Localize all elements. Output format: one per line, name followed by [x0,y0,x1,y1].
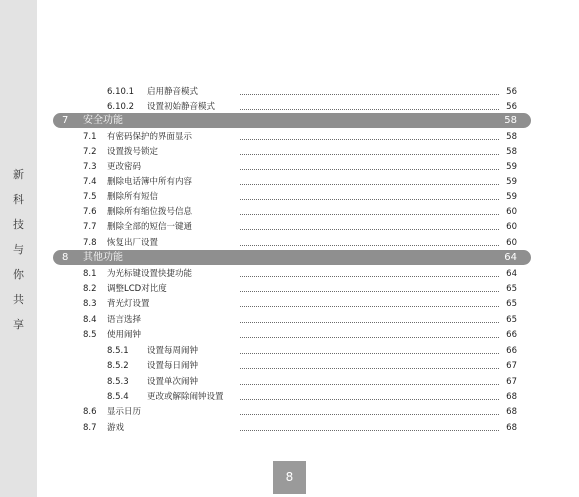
side-char: 共 [13,293,24,306]
toc-entry-title: 游戏 [107,423,125,433]
side-char: 技 [13,218,24,231]
dot-leader [240,276,499,277]
toc-entry-number: 8.7 [83,423,97,433]
toc-entry[interactable] [0,390,579,404]
toc-entry-number: 6.10.1 [107,87,135,97]
toc-entry-page: 58 [506,132,517,142]
dot-leader [240,322,499,323]
dot-leader [240,368,499,369]
toc-entry-title: 删除全部的短信一键通 [107,222,193,232]
dot-leader [240,353,499,354]
toc-entry[interactable] [0,236,579,250]
dot-leader [240,245,499,246]
toc-entry[interactable] [0,85,579,99]
toc-entry-page: 66 [506,346,517,356]
toc-entry-page: 60 [506,238,517,248]
toc-entry[interactable] [0,375,579,389]
toc-entry-number: 8.5.4 [107,392,129,402]
toc-entry-page: 65 [506,284,517,294]
toc-entry-number: 8.3 [83,299,97,309]
toc-entry-title: 更改密码 [107,162,142,172]
toc-entry[interactable] [0,282,579,296]
toc-entry[interactable] [0,100,579,114]
toc-entry-number: 7.2 [83,147,97,157]
side-char: 你 [13,268,24,281]
toc-entry-number: 7.6 [83,207,97,217]
dot-leader [240,229,499,230]
toc-entry-number: 7.1 [83,132,97,142]
chapter-number: 8 [62,252,69,263]
toc-entry-number: 7.8 [83,238,97,248]
toc-entry-title: 设置每周闹钟 [147,346,199,356]
toc-entry-title: 更改或解除闹钟设置 [147,392,224,402]
toc-entry[interactable] [0,130,579,144]
dot-leader [240,199,499,200]
toc-entry-title: 设置单次闹钟 [147,377,199,387]
toc-entry[interactable] [0,205,579,219]
dot-leader [240,214,499,215]
dot-leader [240,291,499,292]
chapter-page: 64 [504,252,517,263]
toc-entry-number: 6.10.2 [107,102,135,112]
toc-entry-number: 8.6 [83,407,97,417]
toc-entry-page: 60 [506,207,517,217]
page-number-badge: 8 [273,461,306,494]
toc-entry-number: 7.7 [83,222,97,232]
toc-entry-title: 设置初始静音模式 [147,102,216,112]
toc-entry-number: 8.5.2 [107,361,129,371]
side-char: 享 [13,318,24,331]
toc-entry-title: 使用闹钟 [107,330,142,340]
toc-entry-number: 8.5.3 [107,377,129,387]
toc-entry[interactable] [0,405,579,419]
toc-entry-page: 65 [506,299,517,309]
toc-entry[interactable] [0,175,579,189]
toc-entry-number: 8.5.1 [107,346,129,356]
dot-leader [240,109,499,110]
toc-entry-page: 65 [506,315,517,325]
toc-entry[interactable] [0,220,579,234]
side-char: 与 [13,243,24,256]
toc-entry-page: 59 [506,177,517,187]
toc-entry-number: 8.2 [83,284,97,294]
toc-entry-title: 删除所有短信 [107,192,159,202]
toc-entry-page: 66 [506,330,517,340]
toc-entry[interactable] [0,190,579,204]
toc-entry-title: 调整LCD对比度 [107,284,167,294]
toc-entry-page: 56 [506,87,517,97]
toc-entry-page: 68 [506,423,517,433]
side-char: 科 [13,193,24,206]
dot-leader [240,94,499,95]
toc-entry-title: 设置拨号锁定 [107,147,159,157]
toc-entry-page: 67 [506,377,517,387]
chapter-page: 58 [504,115,517,126]
toc-entry-page: 68 [506,392,517,402]
toc-entry-title: 语言选择 [107,315,142,325]
toc-entry[interactable] [0,359,579,373]
toc-entry-page: 59 [506,192,517,202]
toc-entry[interactable] [0,328,579,342]
chapter-heading[interactable] [53,113,531,128]
toc-entry[interactable] [0,267,579,281]
toc-entry[interactable] [0,297,579,311]
toc-entry-number: 7.4 [83,177,97,187]
dot-leader [240,154,499,155]
toc-entry-page: 68 [506,407,517,417]
toc-entry[interactable] [0,344,579,358]
toc-entry-title: 恢复出厂设置 [107,238,159,248]
toc-entry-title: 删除电话簿中所有内容 [107,177,193,187]
toc-entry-page: 56 [506,102,517,112]
chapter-title: 其他功能 [83,252,123,263]
dot-leader [240,337,499,338]
toc-entry-number: 7.3 [83,162,97,172]
toc-entry-number: 8.5 [83,330,97,340]
dot-leader [240,169,499,170]
side-char: 新 [13,168,24,181]
toc-entry[interactable] [0,421,579,435]
toc-entry-title: 删除所有缩位拨号信息 [107,207,193,217]
dot-leader [240,184,499,185]
toc-entry-title: 有密码保护的界面显示 [107,132,193,142]
toc-entry-title: 背光灯设置 [107,299,150,309]
dot-leader [240,306,499,307]
toc-entry-page: 67 [506,361,517,371]
toc-entry-title: 为光标键设置快捷功能 [107,269,193,279]
toc-entry[interactable] [0,145,579,159]
toc-entry-title: 启用静音模式 [147,87,199,97]
toc-entry-page: 59 [506,162,517,172]
toc-entry-page: 64 [506,269,517,279]
toc-entry-number: 8.1 [83,269,97,279]
toc-entry-page: 58 [506,147,517,157]
toc-entry-title: 设置每日闹钟 [147,361,199,371]
dot-leader [240,399,499,400]
chapter-title: 安全功能 [83,115,123,126]
dot-leader [240,414,499,415]
toc-entry-title: 显示日历 [107,407,142,417]
chapter-heading[interactable] [53,250,531,265]
toc-entry[interactable] [0,313,579,327]
toc-entry-number: 7.5 [83,192,97,202]
toc-entry[interactable] [0,160,579,174]
dot-leader [240,139,499,140]
dot-leader [240,384,499,385]
toc-entry-number: 8.4 [83,315,97,325]
chapter-number: 7 [62,115,69,126]
dot-leader [240,430,499,431]
toc-entry-page: 60 [506,222,517,232]
